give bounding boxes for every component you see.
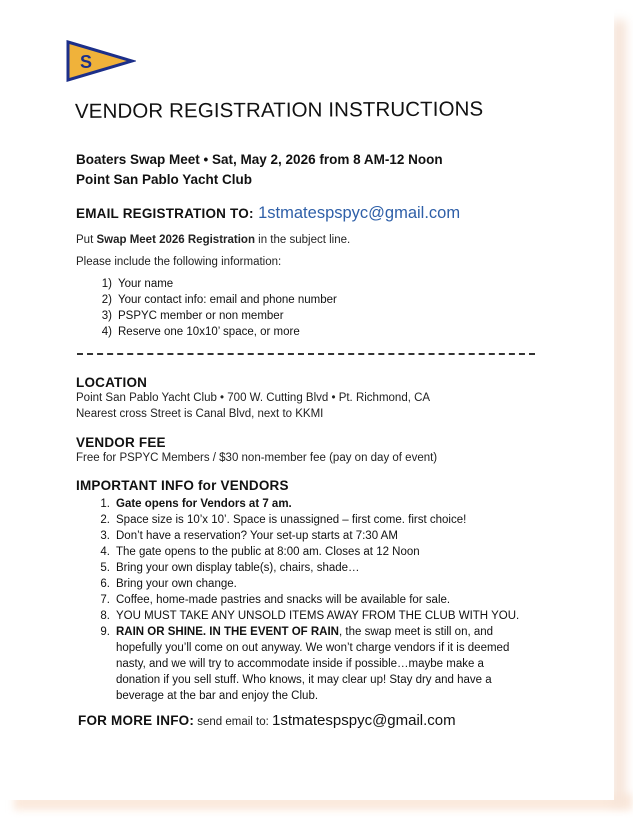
list-item-number: 3. xyxy=(100,530,110,542)
list-item xyxy=(90,592,530,608)
list-item-number: 1. xyxy=(100,498,110,510)
list-item xyxy=(90,560,530,576)
subject-post: in the subject line. xyxy=(254,234,351,246)
list-item-text xyxy=(116,608,530,624)
list-item-text xyxy=(116,592,530,608)
list-item-number: 5. xyxy=(100,562,110,574)
list-item-text xyxy=(116,544,530,560)
event-line-1: Boaters Swap Meet • Sat, May 2, 2026 from 8 AM-12 Noon xyxy=(76,152,443,167)
list-item xyxy=(90,496,530,512)
list-item-body: The gate opens to the public at 8:00 am. Closes at 12 Noon xyxy=(116,546,420,558)
list-item xyxy=(90,544,530,560)
list-item xyxy=(90,608,530,624)
list-item-body: , the swap meet is still on, and hopefully you’ll come on out anyway. We won’t charge vendors if it is deemed nasty, and we will try to accommodate inside if possible…maybe make a donation if you sell stuff. Who knows, it may clear up! Stay dry and have a beverage at the bar and enjoy the Club. xyxy=(116,626,510,702)
list-item-number: 4. xyxy=(100,546,110,558)
list-item-text xyxy=(116,560,530,576)
pennant-shape xyxy=(68,42,132,80)
registration-requirements-list xyxy=(92,276,337,340)
list-item-body: YOU MUST TAKE ANY UNSOLD ITEMS AWAY FROM THE CLUB WITH YOU. xyxy=(116,610,520,622)
list-item-number: 7. xyxy=(100,594,110,606)
email-registration-heading: EMAIL REGISTRATION xyxy=(76,206,227,221)
list-item-body: Bring your own change. xyxy=(116,578,237,590)
list-item-text xyxy=(116,528,530,544)
list-item-text xyxy=(116,576,530,592)
list-item-text: Reserve one 10x10’ space, or more xyxy=(118,326,300,338)
location-address: Point San Pablo Yacht Club • 700 W. Cutting Blvd • Pt. Richmond, CA xyxy=(76,392,431,404)
important-info-list xyxy=(90,496,530,704)
list-item-body: Space size is 10’x 10’. Space is unassigned – first come. first choice! xyxy=(116,514,467,526)
list-item-number: 3) xyxy=(101,310,112,322)
more-info-line xyxy=(78,712,456,730)
page-shadow-right xyxy=(612,20,626,805)
pennant-letter: S xyxy=(80,52,93,72)
more-info-text: send email to: xyxy=(194,716,273,728)
list-item-text xyxy=(116,512,530,528)
list-item-number: 9. xyxy=(100,626,110,638)
more-info-email-link[interactable]: 1stmatespspyc@gmail.com xyxy=(272,712,456,729)
list-item xyxy=(92,292,337,308)
list-item xyxy=(90,576,530,592)
list-item xyxy=(92,324,337,340)
list-item-text: Your name xyxy=(118,278,174,290)
subject-instruction xyxy=(76,234,350,246)
list-item-body: Don’t have a reservation? Your set-up starts at 7:30 AM xyxy=(116,530,398,542)
email-registration-to: TO: xyxy=(226,206,254,221)
list-item-number: 6. xyxy=(100,578,110,590)
list-item xyxy=(90,512,530,528)
subject-pre: Put xyxy=(76,234,97,246)
more-info-heading: FOR MORE INFO: xyxy=(78,713,195,728)
list-item xyxy=(90,624,530,704)
vendor-fee-heading: VENDOR FEE xyxy=(76,435,166,450)
yacht-club-pennant-logo xyxy=(66,40,136,84)
list-item xyxy=(92,276,337,292)
dashed-divider xyxy=(77,353,535,355)
list-item-number: 1) xyxy=(101,278,112,290)
list-item-body: Coffee, home-made pastries and snacks will be available for sale. xyxy=(116,594,451,606)
list-item-text: PSPYC member or non member xyxy=(118,310,284,322)
vendor-fee-text: Free for PSPYC Members / $30 non-member fee (pay on day of event) xyxy=(76,452,438,464)
list-item-body: Bring your own display table(s), chairs, shade… xyxy=(116,562,360,574)
list-item-bold: Gate opens for Vendors at 7 am. xyxy=(116,498,292,510)
subject-bold: Swap Meet 2026 Registration xyxy=(96,234,255,246)
list-item-text xyxy=(116,496,530,512)
list-item-number: 2) xyxy=(101,294,112,306)
important-info-heading: IMPORTANT INFO for VENDORS xyxy=(76,478,289,493)
list-item-number: 4) xyxy=(101,326,112,338)
include-info-text: Please include the following information: xyxy=(76,256,282,268)
location-cross-street: Nearest cross Street is Canal Blvd, next to KKMI xyxy=(76,408,324,420)
registration-email-link[interactable]: 1stmatespspyc@gmail.com xyxy=(258,204,461,222)
list-item-number: 8. xyxy=(100,610,110,622)
list-item-number: 2. xyxy=(100,514,110,526)
list-item xyxy=(92,308,337,324)
list-item xyxy=(90,528,530,544)
list-item-text xyxy=(116,624,530,704)
list-item-text: Your contact info: email and phone number xyxy=(118,294,337,306)
event-line-2: Point San Pablo Yacht Club xyxy=(76,172,253,187)
location-heading: LOCATION xyxy=(76,375,148,390)
list-item-bold: RAIN OR SHINE. IN THE EVENT OF RAIN xyxy=(116,626,339,638)
email-registration-header xyxy=(76,204,460,223)
document-page xyxy=(2,0,614,800)
page-title: VENDOR REGISTRATION INSTRUCTIONS xyxy=(74,97,484,123)
